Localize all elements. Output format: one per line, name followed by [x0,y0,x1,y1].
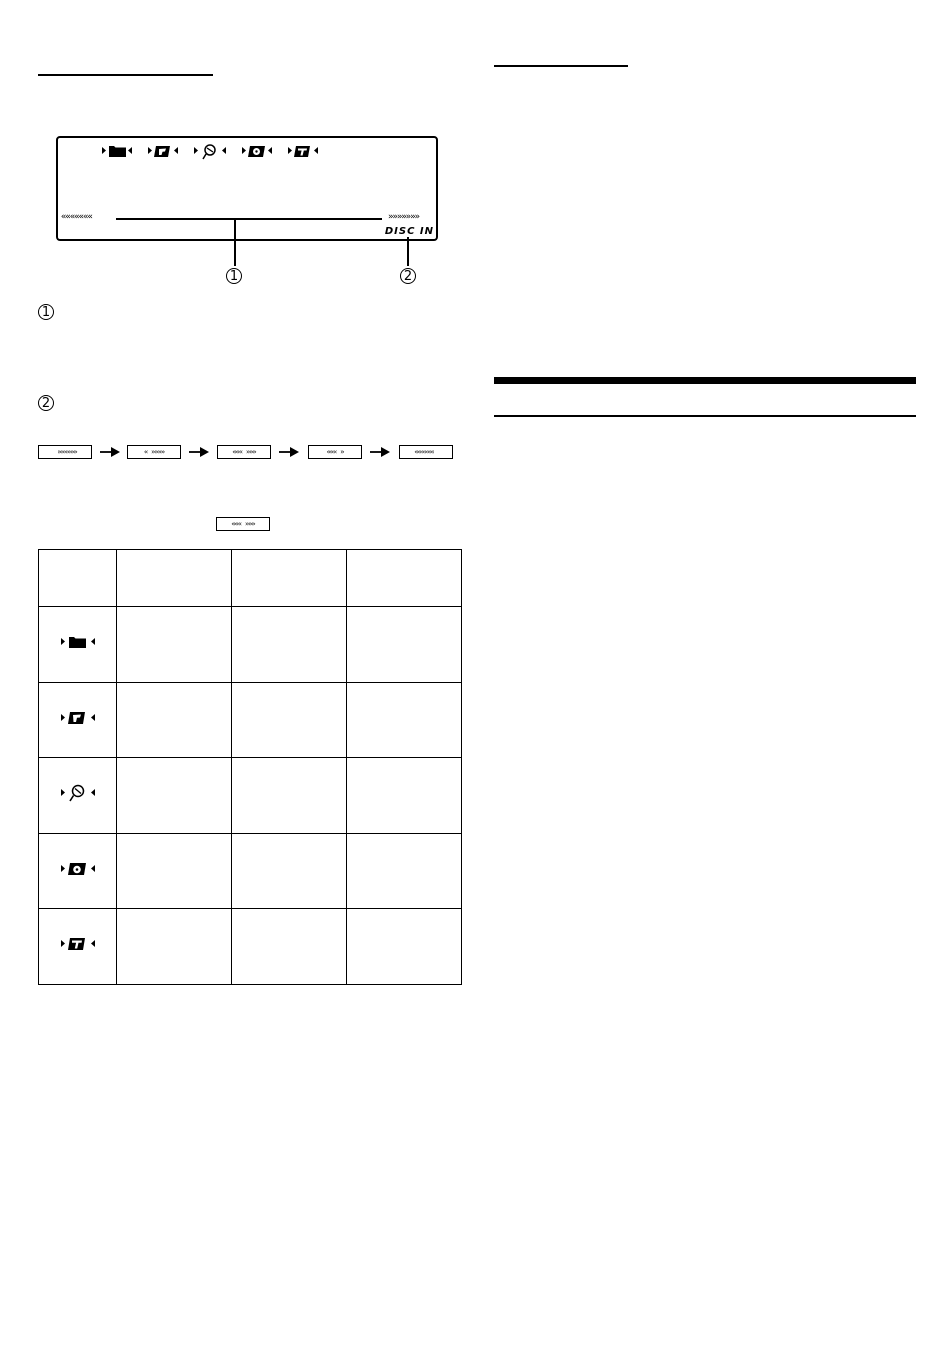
callout-2: 2 [400,268,416,284]
right-level-indicator: »»»»»»» [388,212,419,222]
section-heading-thick-rule [494,377,916,384]
legend-number-2: 2 [38,395,54,411]
table-row [39,909,462,985]
lcd-display [56,136,438,241]
table-header-cell [232,550,347,607]
table-row [39,607,462,683]
table-row [39,758,462,834]
bar-reference-left: ««« [231,520,241,528]
table-icon-cell [39,909,117,985]
bar-level-4-left: ««« [326,448,337,456]
table-icon-cell [39,758,117,834]
legend-number-1: 1 [38,304,54,320]
table-header-cell [39,550,117,607]
bar-level-3-left: ««« [232,448,242,456]
bar-level-reference [216,517,270,531]
callout-leader-1 [234,218,236,266]
left-heading-underline [38,74,213,76]
bar-level-1 [38,445,92,459]
bar-level-4-right: » [340,448,344,456]
bar-level-2 [127,445,181,459]
bar-level-2-right: »»»» [151,448,165,456]
bar-level-1-right: »»»»»» [57,448,77,456]
bar-level-3 [217,445,271,459]
table-row [39,683,462,758]
bar-reference-right: »»» [245,520,255,528]
bar-level-3-right: »»» [246,448,256,456]
section-heading-thin-rule [494,415,916,417]
artist-icon [58,783,98,803]
display-icon-row [100,142,340,160]
sequence-arrow-4 [368,444,392,460]
folder-icon [102,146,132,157]
table-icon-cell [39,607,117,683]
table-header-row [39,550,462,607]
center-bar [116,218,382,220]
bar-level-5-left: «««««« [414,448,434,456]
disc-icon [242,146,272,157]
left-level-indicator: ««««««« [61,212,92,222]
table-row [39,834,462,909]
table-header-cell [347,550,462,607]
table-header-cell [117,550,232,607]
disc-in-label: DISC IN [384,226,434,237]
disc-icon [58,860,98,878]
music-note-icon [58,709,98,727]
music-note-icon [148,146,178,157]
bar-level-5 [399,445,453,459]
artist-icon [194,145,226,159]
table-icon-cell [39,834,117,909]
folder-icon [58,633,98,651]
sequence-arrow-3 [277,444,301,460]
bar-level-4 [308,445,362,459]
table-icon-cell [39,683,117,758]
right-heading-underline [494,65,628,67]
icon-table [38,549,462,985]
bar-level-2-left: « [143,448,148,456]
sequence-arrow-2 [187,444,211,460]
sequence-arrow-1 [98,444,122,460]
title-icon [288,146,318,157]
callout-1: 1 [226,268,242,284]
callout-leader-2 [407,237,409,266]
title-icon [58,935,98,953]
